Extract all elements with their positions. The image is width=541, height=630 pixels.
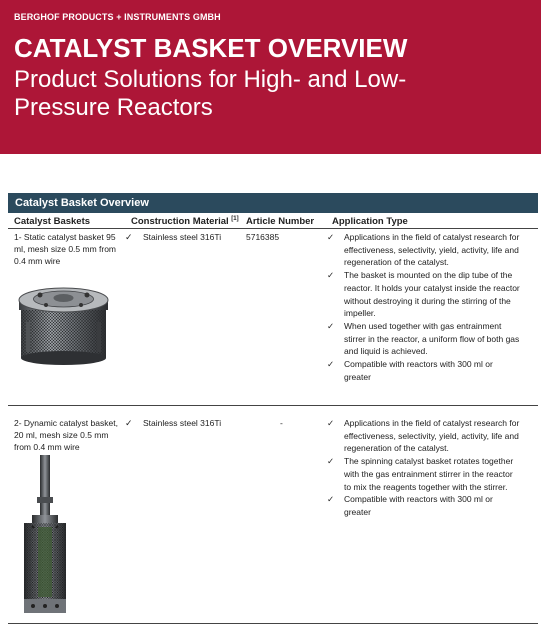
check-icon: ✓ xyxy=(327,320,335,331)
section-title-bar: Catalyst Basket Overview xyxy=(8,193,538,213)
dynamic-basket-image xyxy=(20,455,70,615)
company-name: BERGHOF PRODUCTS + INSTRUMENTS GMBH xyxy=(14,12,221,22)
header-rule xyxy=(8,228,538,229)
row1-material: Stainless steel 316Ti xyxy=(143,232,222,242)
list-item: ✓ Compatible with reactors with 300 ml or greater xyxy=(327,359,493,382)
check-icon: ✓ xyxy=(327,456,335,467)
column-header-material-label: Construction Material xyxy=(131,216,229,227)
row2-material: Stainless steel 316Ti xyxy=(143,418,222,428)
column-header-application: Application Type xyxy=(332,216,408,227)
check-icon: ✓ xyxy=(327,418,335,428)
row-divider xyxy=(8,405,538,406)
row2-article-number: - xyxy=(280,418,283,428)
list-item: ✓ Applications in the field of catalyst research for effectiveness, selectivity, yield, activity, life and regeneration of the catalyst. xyxy=(327,418,520,454)
row1-application-list xyxy=(327,231,522,383)
row1-material-check-icon: ✓ xyxy=(125,232,133,242)
row2-material-check-icon: ✓ xyxy=(125,418,133,428)
table-bottom-rule xyxy=(8,623,538,624)
list-item: ✓ Compatible with reactors with 300 ml or greater xyxy=(327,494,493,517)
row2-application-list xyxy=(327,417,522,519)
row1-basket-description: 1- Static catalyst basket 95 ml, mesh size 0.5 mm from 0.4 mm wire xyxy=(14,232,117,266)
check-icon: ✓ xyxy=(327,270,335,281)
row1-article-number: 5716385 xyxy=(246,232,280,242)
column-header-material xyxy=(131,216,239,227)
row2-basket-description: 2- Dynamic catalyst basket, 20 ml, mesh size 0.5 mm from 0.4 mm wire xyxy=(14,418,118,452)
list-item: ✓ When used together with gas entrainment stirrer in the reactor, a uniform flow of both gas and liquid is achieved. xyxy=(327,320,520,357)
check-icon: ✓ xyxy=(327,359,335,370)
list-item: ✓ The spinning catalyst basket rotates together with the gas entrainment stirrer in the reactor to mix the reagents together with the stirrer. xyxy=(327,456,514,492)
header-banner xyxy=(0,0,541,154)
page-subtitle: Product Solutions for High- and Low-Pressure Reactors xyxy=(14,66,407,121)
check-icon: ✓ xyxy=(327,494,335,505)
column-header-article: Article Number xyxy=(246,216,315,227)
list-item: ✓ Applications in the field of catalyst research for effectiveness, selectivity, yield, activity, life and regeneration of the catalyst. xyxy=(327,232,520,268)
static-basket-image xyxy=(16,282,111,366)
check-icon: ✓ xyxy=(327,232,335,242)
column-header-baskets: Catalyst Baskets xyxy=(14,216,91,227)
list-item: ✓ The basket is mounted on the dip tube of the reactor. It holds your catalyst inside the reactor without destroying it during the stirring of the impeller. xyxy=(327,270,520,319)
page-title: CATALYST BASKET OVERVIEW xyxy=(14,33,408,63)
column-header-material-note: [1] xyxy=(231,216,239,222)
